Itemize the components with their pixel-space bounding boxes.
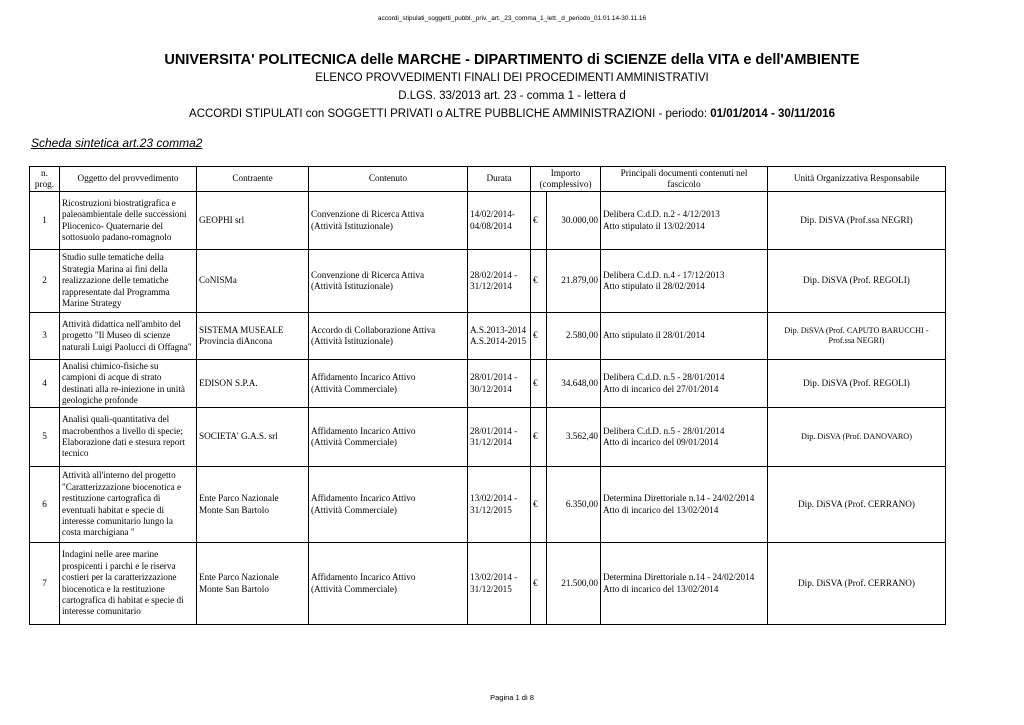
section-title: Scheda sintetica art.23 comma2 bbox=[31, 136, 203, 150]
cell-unita: Dip. DiSVA (Prof. CERRANO) bbox=[768, 543, 946, 625]
cell-documenti: Determina Direttoriale n.14 - 24/02/2014 Atto di incarico del 13/02/2014 bbox=[601, 543, 768, 625]
col-header-contenuto: Contenuto bbox=[309, 167, 468, 192]
cell-durata: 13/02/2014 - 31/12/2015 bbox=[468, 543, 531, 625]
cell-contenuto: Accordo di Collaborazione Attiva (Attività Istituzionale) bbox=[309, 313, 468, 360]
cell-importo: 21.879,00 bbox=[547, 250, 601, 313]
header-filename: accordi_stipulati_soggetti_pubbl._priv._art._23_comma_1_lett._d_periodo_01.01.14-30.11.16 bbox=[377, 15, 647, 22]
cell-documenti: Delibera C.d.D. n.5 - 28/01/2014 Atto di incarico del 09/01/2014 bbox=[601, 408, 768, 467]
page-subtitle: ELENCO PROVVEDIMENTI FINALI DEI PROCEDIMENTI AMMINISTRATIVI bbox=[315, 72, 709, 84]
cell-oggetto: Attività all'interno del progetto "Caratterizzazione biocenotica e restituzione cartografica di eventuali habitat e specie di interesse comunitario lungo la costa marchigiana " bbox=[60, 467, 197, 543]
cell-durata: 28/01/2014 - 30/12/2014 bbox=[468, 360, 531, 408]
cell-importo: 6.350,00 bbox=[547, 467, 601, 543]
cell-durata: 13/02/2014 - 31/12/2015 bbox=[468, 467, 531, 543]
cell-unita: Dip. DiSVA (Prof. CERRANO) bbox=[768, 467, 946, 543]
page-title: UNIVERSITA' POLITECNICA delle MARCHE - DIPARTIMENTO di SCIENZE della VITA e dell'AMBIENTE bbox=[164, 52, 860, 68]
cell-importo: 30.000,00 bbox=[547, 192, 601, 250]
title-block bbox=[0, 51, 1024, 123]
table-header-row bbox=[30, 167, 946, 192]
cell-contraente: GEOPHI srl bbox=[197, 192, 309, 250]
cell-n: 4 bbox=[30, 360, 60, 408]
cell-importo: 21.500,00 bbox=[547, 543, 601, 625]
cell-oggetto: Analisi quali-quantitativa del macrobenthos a livello di specie; Elaborazione dati e stesura report tecnico bbox=[60, 408, 197, 467]
cell-oggetto: Studio sulle tematiche della Strategia Marina ai fini della realizzazione delle tematiche rappresentate dal Programma Marine Strategy bbox=[60, 250, 197, 313]
cell-documenti: Delibera C.d.D. n.4 - 17/12/2013 Atto stipulato il 28/02/2014 bbox=[601, 250, 768, 313]
cell-contraente: SOCIETA' G.A.S. srl bbox=[197, 408, 309, 467]
cell-contraente: Ente Parco Nazionale Monte San Bartolo bbox=[197, 467, 309, 543]
cell-contenuto: Convenzione di Ricerca Attiva (Attività Istituzionale) bbox=[309, 192, 468, 250]
table-row bbox=[30, 408, 946, 467]
cell-documenti: Atto stipulato il 28/01/2014 bbox=[601, 313, 768, 360]
cell-currency: € bbox=[531, 543, 547, 625]
cell-n: 5 bbox=[30, 408, 60, 467]
provvedimenti-table bbox=[29, 166, 946, 625]
cell-oggetto: Ricostruzioni biostratigrafica e paleoambientale delle successioni Pliocenico- Quaternarie del sottosuolo padano-romagnolo bbox=[60, 192, 197, 250]
cell-currency: € bbox=[531, 313, 547, 360]
cell-importo: 2.580,00 bbox=[547, 313, 601, 360]
table-row bbox=[30, 360, 946, 408]
table-row bbox=[30, 313, 946, 360]
cell-contenuto: Affidamento Incarico Attivo (Attività Commerciale) bbox=[309, 408, 468, 467]
cell-contraente: EDISON S.P.A. bbox=[197, 360, 309, 408]
cell-durata: 14/02/2014- 04/08/2014 bbox=[468, 192, 531, 250]
cell-durata: 28/01/2014 - 31/12/2014 bbox=[468, 408, 531, 467]
col-header-documenti: Principali documenti contenuti nel fascicolo bbox=[601, 167, 768, 192]
period-dates: 01/01/2014 - 30/11/2016 bbox=[710, 108, 835, 120]
period-prefix: ACCORDI STIPULATI con SOGGETTI PRIVATI o ALTRE PUBBLICHE AMMINISTRAZIONI - periodo: bbox=[189, 108, 711, 120]
cell-contraente: SISTEMA MUSEALE Provincia diAncona bbox=[197, 313, 309, 360]
cell-unita: Dip. DiSVA (Prof.ssa NEGRI) bbox=[768, 192, 946, 250]
cell-n: 2 bbox=[30, 250, 60, 313]
cell-contenuto: Affidamento Incarico Attivo (Attività Commerciale) bbox=[309, 467, 468, 543]
cell-unita: Dip. DiSVA (Prof. REGOLI) bbox=[768, 250, 946, 313]
col-header-oggetto: Oggetto del provvedimento bbox=[60, 167, 197, 192]
cell-contenuto: Affidamento Incarico Attivo (Attività Commerciale) bbox=[309, 360, 468, 408]
cell-currency: € bbox=[531, 467, 547, 543]
col-header-unita: Unità Organizzativa Responsabile bbox=[768, 167, 946, 192]
cell-n: 3 bbox=[30, 313, 60, 360]
cell-currency: € bbox=[531, 250, 547, 313]
table-row bbox=[30, 192, 946, 250]
cell-unita: Dip. DiSVA (Prof. DANOVARO) bbox=[768, 408, 946, 467]
col-header-durata: Durata bbox=[468, 167, 531, 192]
col-header-contraente: Contraente bbox=[197, 167, 309, 192]
cell-durata: 28/02/2014 - 31/12/2014 bbox=[468, 250, 531, 313]
cell-currency: € bbox=[531, 192, 547, 250]
cell-oggetto: Indagini nelle aree marine prospicenti i parchi e le riserva costieri per la caratterizzazione biocenotica e la restituzione cartografica di habitat e specie di interesse comunitario bbox=[60, 543, 197, 625]
cell-documenti: Delibera C.d.D. n.5 - 28/01/2014 Atto di incarico del 27/01/2014 bbox=[601, 360, 768, 408]
cell-contraente: CoNISMa bbox=[197, 250, 309, 313]
period-line bbox=[0, 105, 1024, 123]
cell-durata: A.S.2013-2014 A.S.2014-2015 bbox=[468, 313, 531, 360]
cell-importo: 34.648,00 bbox=[547, 360, 601, 408]
cell-contraente: Ente Parco Nazionale Monte San Bartolo bbox=[197, 543, 309, 625]
cell-unita: Dip. DiSVA (Prof. REGOLI) bbox=[768, 360, 946, 408]
cell-documenti: Determina Direttoriale n.14 - 24/02/2014 Atto di incarico del 13/02/2014 bbox=[601, 467, 768, 543]
cell-oggetto: Attività didattica nell'ambito del progetto "Il Museo di scienze naturali Luigi Paolucci di Offagna" bbox=[60, 313, 197, 360]
cell-n: 1 bbox=[30, 192, 60, 250]
col-header-n: n. prog. bbox=[30, 167, 60, 192]
cell-contenuto: Convenzione di Ricerca Attiva (Attività Istituzionale) bbox=[309, 250, 468, 313]
cell-n: 7 bbox=[30, 543, 60, 625]
table-row bbox=[30, 250, 946, 313]
cell-contenuto: Affidamento Incarico Attivo (Attività Commerciale) bbox=[309, 543, 468, 625]
table-row bbox=[30, 543, 946, 625]
page-number: Pagina 1 di 8 bbox=[490, 693, 534, 702]
cell-importo: 3.562,40 bbox=[547, 408, 601, 467]
cell-oggetto: Analisi chimico-fisiche su campioni di acque di strato destinati alla re-iniezione in unità geologiche profonde bbox=[60, 360, 197, 408]
col-header-importo: Importo (complessivo) bbox=[531, 167, 601, 192]
cell-currency: € bbox=[531, 360, 547, 408]
cell-n: 6 bbox=[30, 467, 60, 543]
law-reference: D.LGS. 33/2013 art. 23 - comma 1 - lettera d bbox=[398, 90, 626, 102]
table-row bbox=[30, 467, 946, 543]
cell-unita: Dip. DiSVA (Prof. CAPUTO BARUCCHI - Prof.ssa NEGRI) bbox=[768, 313, 946, 360]
cell-documenti: Delibera C.d.D. n.2 - 4/12/2013 Atto stipulato il 13/02/2014 bbox=[601, 192, 768, 250]
cell-currency: € bbox=[531, 408, 547, 467]
